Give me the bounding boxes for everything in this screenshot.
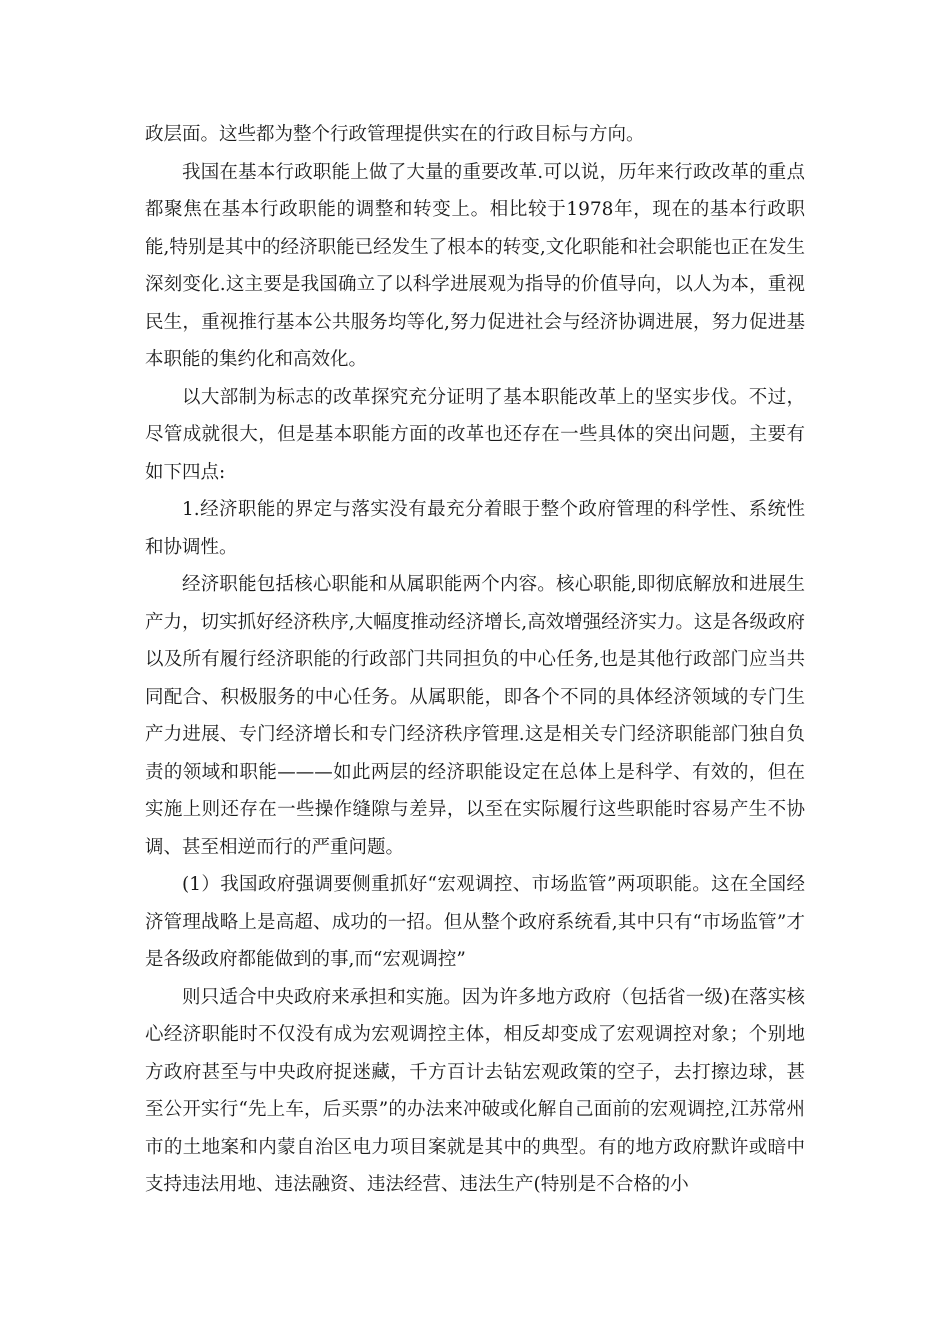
paragraph-5: 经济职能包括核心职能和从属职能两个内容。核心职能,即彻底解放和进展生产力，切实抓好经济秩序,大幅度推动经济增长,高效增强经济实力。这是各级政府以及所有履行经济职能的行政部门共同担负的中心任务,也是其他行政部门应当共同配合、积极服务的中心任务。从属职能，即各个不同的具体经济领域的专门生产力进展、专门经济增长和专门经济秩序管理.这是相关专门经济职能部门独自负责的领域和职能———如此两层的经济职能设定在总体上是科学、有效的，但在实施上则还存在一些操作缝隙与差异，以至在实际履行这些职能时容易产生不协调、甚至相逆而行的严重问题。: [145, 574, 805, 858]
paragraph-6: (1）我国政府强调要侧重抓好“宏观调控、市场监管”两项职能。这在全国经济管理战略上是高超、成功的一招。但从整个政府系统看,其中只有“市场监管”才是各级政府都能做到的事,而“宏观调控”: [145, 874, 805, 970]
paragraph-7: 则只适合中央政府来承担和实施。因为许多地方政府（包括省一级)在落实核心经济职能时不仅没有成为宏观调控主体，相反却变成了宏观调控对象；个别地方政府甚至与中央政府捉迷藏，千方百计去钻宏观政策的空子，去打擦边球，甚至公开实行“先上车，后买票”的办法来冲破或化解自己面前的宏观调控,江苏常州市的土地案和内蒙自治区电力项目案就是其中的典型。有的地方政府默许或暗中支持违法用地、违法融资、违法经营、违法生产(特别是不合格的小: [145, 986, 805, 1195]
paragraph-4-heading: 1.经济职能的界定与落实没有最充分着眼于整个政府管理的科学性、系统性和协调性。: [145, 499, 805, 558]
paragraph-3: 以大部制为标志的改革探究充分证明了基本职能改革上的坚实步伐。不过，尽管成就很大，但是基本职能方面的改革也还存在一些具体的突出问题，主要有如下四点:: [145, 386, 805, 483]
paragraph-2: 我国在基本行政职能上做了大量的重要改革.可以说，历年来行政改革的重点都聚焦在基本行政职能的调整和转变上。相比较于1978年，现在的基本行政职能,特别是其中的经济职能已经发生了根本的转变,文化职能和社会职能也正在发生深刻变化.这主要是我国确立了以科学进展观为指导的价值导向，以人为本，重视民生，重视推行基本公共服务均等化,努力促进社会与经济协调进展，努力促进基本职能的集约化和高效化。: [145, 161, 805, 370]
document-body: [145, 116, 805, 1204]
paragraph-1: 政层面。这些都为整个行政管理提供实在的行政目标与方向。: [145, 124, 645, 145]
